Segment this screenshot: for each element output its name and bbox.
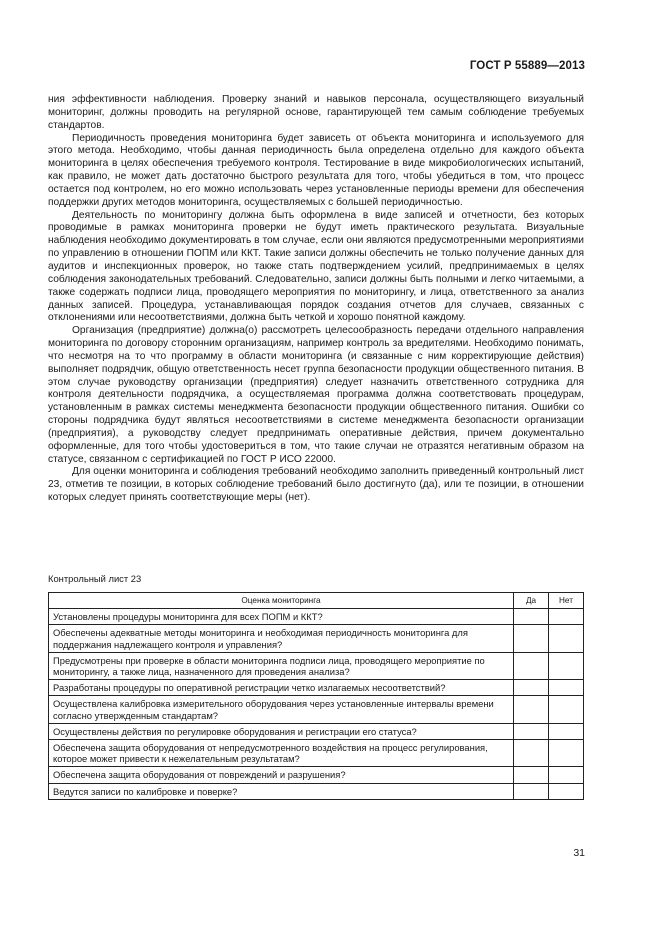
table-row — [49, 696, 584, 723]
paragraph: Организация (предприятие) должна(о) рассмотреть целесообразность передачи отдельного направления мониторинга по договору сторонним организациям, например контроль за вредителями. Необходимо понимать, что несмотря на то что программу в области мониторинга (и связанные с ним корректирующие действия) выполняет подрядчик, общую ответственность несет группа безопасности продукции общественного питания. В этом случае руководству организации (предприятия) следует назначить ответственного сотрудника для контроля деятельности подрядчика, а осуществляемая программа должна соответствовать процедурам, установленным в рамках системы менеджмента безопасности продукции общественного питания. Ошибки со стороны подрядчика будут являться несоответствиями в системе менеджмента безопасности организации (предприятия), а руководству следует предпринимать оперативные действия, причем документально оформленные, для того чтобы удостовериться в том, что такие случаи не отразятся негативным образом на статусе, связанном с сертификацией по ГОСТ Р ИСО 22000. — [48, 325, 584, 465]
no-cell[interactable] — [549, 767, 584, 783]
table-row — [49, 767, 584, 783]
yes-cell[interactable] — [514, 609, 549, 625]
column-header-no: Нет — [549, 593, 584, 609]
table-row — [49, 783, 584, 799]
yes-cell[interactable] — [514, 740, 549, 767]
question-cell: Разработаны процедуры по оперативной регистрации четко излагаемых несоответствий? — [49, 680, 514, 696]
question-cell: Осуществлены действия по регулировке оборудования и регистрации его статуса? — [49, 723, 514, 739]
body-text — [48, 94, 584, 505]
no-cell[interactable] — [549, 652, 584, 679]
question-cell: Установлены процедуры мониторинга для всех ПОПМ и ККТ? — [49, 609, 514, 625]
column-header-yes: Да — [514, 593, 549, 609]
yes-cell[interactable] — [514, 723, 549, 739]
no-cell[interactable] — [549, 680, 584, 696]
question-cell: Обеспечены адекватные методы мониторинга и необходимая периодичность мониторинга для поддержания надлежащего контроля и управления? — [49, 625, 514, 652]
checklist-caption: Контрольный лист 23 — [48, 573, 142, 584]
paragraph: Деятельность по мониторингу должна быть оформлена в виде записей и отчетности, без которых проводимые в рамках мониторинга проверки не будут иметь практического результата. Визуальные наблюдения необходимо документировать в том случае, если они являются предусмотренными мероприятиями по управлению в отношении ПОПМ или ККТ. Такие записи должны обеспечить не только получение данных для аудитов и инспекционных проверок, но также стать подтверждением усилий, предпринимаемых в целях соблюдения законодательных требований. Следовательно, записи должны быть полными и легко читаемыми, а также содержать подписи лица, проводящего мероприятия по мониторингу, и лица, ответственного за анализ данных записей. Процедура, устанавливающая порядок создания отчетов для случаев, связанных с отклонениями или несоответствиями, должна быть четкой и хорошо понятной каждому. — [48, 209, 584, 324]
yes-cell[interactable] — [514, 680, 549, 696]
no-cell[interactable] — [549, 609, 584, 625]
no-cell[interactable] — [549, 723, 584, 739]
standard-code: ГОСТ Р 55889—2013 — [469, 60, 585, 72]
yes-cell[interactable] — [514, 652, 549, 679]
no-cell[interactable] — [549, 696, 584, 723]
table-header-row — [49, 593, 584, 609]
yes-cell[interactable] — [514, 783, 549, 799]
question-cell: Ведутся записи по калибровке и поверке? — [49, 783, 514, 799]
checklist-table — [48, 592, 584, 800]
question-cell: Обеспечена защита оборудования от непредусмотренного воздействия на процесс регулирования, которое может привести к нежелательным результатам? — [49, 740, 514, 767]
no-cell[interactable] — [549, 740, 584, 767]
paragraph: Для оценки мониторинга и соблюдения требований необходимо заполнить приведенный контрольный лист 23, отметив те позиции, в которых соблюдение требований было достигнуто (да), или те позиции, в отношении которых следует принять соответствующие меры (нет). — [48, 466, 584, 504]
table-row — [49, 723, 584, 739]
paragraph: Периодичность проведения мониторинга будет зависеть от объекта мониторинга и используемого для этого метода. Необходимо, чтобы данная периодичность была определена отдельно для каждого объекта мониторинга в целях обеспечения требуемого контроля. Тестирование в виде микробиологических испытаний, как правило, не может дать достаточно быстрого результата для того, чтобы убедиться в том, что процесс остается под контролем, но его можно использовать через установленные периоды времени для обеспечения поддержки других методов мониторинга, осуществляемых с большей периодичностью. — [48, 132, 584, 208]
question-cell: Осуществлена калибровка измерительного оборудования через установленные интервалы времени согласно утвержденным стандартам? — [49, 696, 514, 723]
paragraph: ния эффективности наблюдения. Проверку знаний и навыков персонала, осуществляющего визуальный мониторинг, должны проводить на регулярной основе, гарантирующей тем самым соблюдение требуемых стандартов. — [48, 94, 584, 131]
table-row — [49, 680, 584, 696]
question-cell: Предусмотрены при проверке в области мониторинга подписи лица, проводящего мероприятие по мониторингу, а также лица, назначенного для проведения анализа? — [49, 652, 514, 679]
yes-cell[interactable] — [514, 767, 549, 783]
yes-cell[interactable] — [514, 625, 549, 652]
column-header-assessment: Оценка мониторинга — [49, 593, 514, 609]
table-row — [49, 609, 584, 625]
question-cell: Обеспечена защита оборудования от повреждений и разрушения? — [49, 767, 514, 783]
no-cell[interactable] — [549, 783, 584, 799]
no-cell[interactable] — [549, 625, 584, 652]
table-row — [49, 625, 584, 652]
table-row — [49, 740, 584, 767]
yes-cell[interactable] — [514, 696, 549, 723]
table-row — [49, 652, 584, 679]
page-number: 31 — [573, 847, 585, 859]
